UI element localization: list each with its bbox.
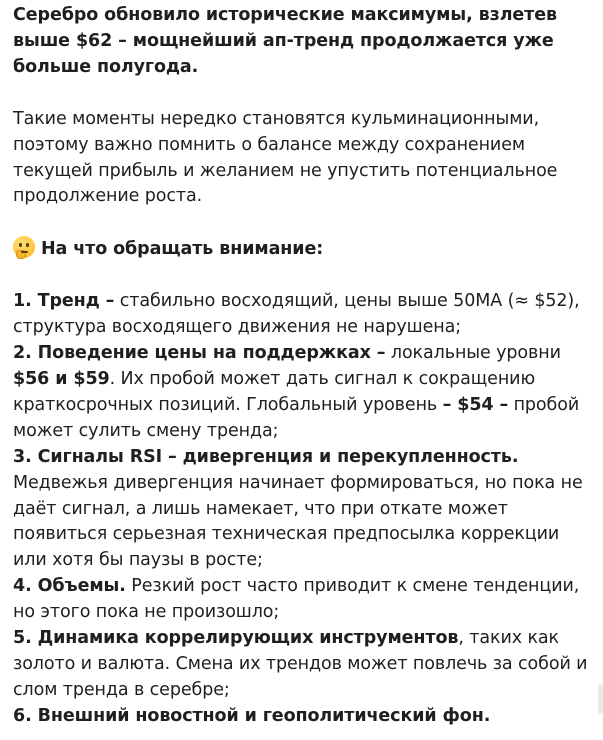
thinking-face-icon [13, 236, 35, 258]
list-item-volume [13, 574, 588, 626]
list-item-text: . Их пробой может дать сигнал к сокращению краткосрочных позиций. Глобальный уровень [13, 368, 536, 415]
support-levels: $56 и $59 [13, 368, 110, 389]
section-title: На что обращать внимание: [41, 239, 324, 260]
list-item-text: , таких как золото и валюта. Смена их трендов может повлечь за собой и слом тренда в серебре; [13, 628, 588, 700]
list-item-text: пробой может сулить смену тренда; [13, 394, 580, 441]
list-item-text: Резкий рост часто приводит к смене тенденции, но этого пока не произошло; [13, 576, 580, 623]
list-item-rsi [13, 445, 588, 575]
list-item-trend [13, 289, 588, 341]
list-item-text: стабильно восходящий, цены выше 50МА (≈ $52), структура восходящего движения не нарушена; [13, 291, 580, 338]
section-heading [13, 236, 588, 263]
list-item-text: Медвежья дивергенция начинает формироваться, но пока не даёт сигнал, а лишь намекает, что при откате может появиться серьезная техническая предпосылка коррекции или хотя бы паузы в росте; [13, 472, 583, 571]
list-item-title: 2. Поведение цены на поддержках – [13, 343, 386, 364]
list-item-correlation [13, 626, 588, 704]
message-body [13, 0, 588, 730]
list-item-support [13, 341, 588, 445]
list-item-text: локальные уровни [385, 343, 561, 364]
list-item-news [13, 704, 588, 730]
paragraph-gap [13, 210, 588, 236]
paragraph-gap [13, 263, 588, 289]
global-level: – $54 – [442, 394, 509, 415]
message-headline: Серебро обновило исторические максимумы, взлетев выше $62 – мощнейший ап-тренд продолжается уже больше полугода. [13, 5, 557, 77]
list-item-title: 3. Сигналы RSI – дивергенция и перекупленность. [13, 446, 519, 467]
list-item-title: 5. Динамика коррелирующих инструментов [13, 628, 459, 649]
list-item-title: 6. Внешний новостной и геополитический фон. [13, 705, 491, 726]
list-item-title: 1. Тренд – [13, 291, 115, 312]
paragraph-gap [13, 81, 588, 107]
list-item-title: 4. Объемы. [13, 576, 126, 597]
scrollbar-thumb[interactable] [598, 684, 603, 714]
message-intro: Такие моменты нередко становятся кульминационными, поэтому важно помнить о балансе между сохранением текущей прибыль и желанием не упустить потенциальное продолжение роста. [13, 108, 558, 207]
